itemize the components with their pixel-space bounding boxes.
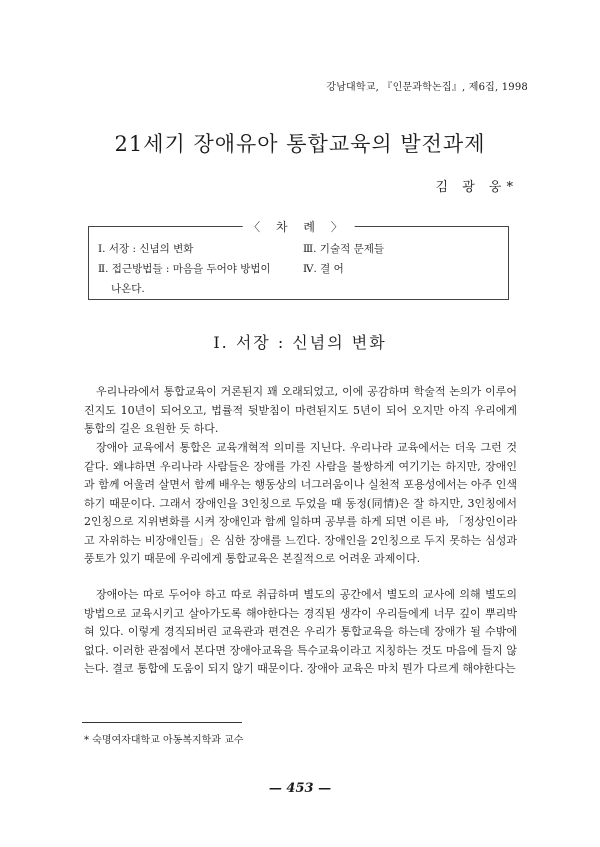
toc-header: 〈 차 례 〉	[242, 218, 355, 235]
page-number: — 453 —	[268, 781, 332, 796]
body-paragraph: 장애아 교육에서 통합은 교육개혁적 의미를 지닌다. 우리나라 교육에서는 더욱 그런 것 같다. 왜냐하면 우리나라 사람들은 장애를 가진 사람을 불쌍하게 여기기는 하지만, 장애인과 함께 어울려 살면서 함께 배우는 행동상의 너그러움이나 실천적 포용성에서는 아주 인색하기 때문이다. 그래서 장애인을 3인칭으로 두었을 때 동정(同情)은 잘 하지만, 3인칭에서 2인칭으로 지위변화를 시켜 장애인과 함께 일하며 공부를 하게 되면 이른 바, 「정상인이라고 자위하는 비장애인들」은 심한 장애를 느낀다. 장애인을 2인칭으로 두지 못하는 심성과 풍토가 있기 때문에 우리에게 통합교육은 본질적으로 어려운 과제이다.	[84, 441, 517, 565]
author-name: 김 광 웅*	[435, 180, 518, 195]
toc-item: Ⅳ. 결 어	[303, 263, 344, 275]
body-paragraph: 우리나라에서 통합교육이 거론된지 꽤 오래되었고, 이에 공감하며 학술적 논의가 이루어진지도 10년이 되어오고, 법률적 뒷받침이 마련된지도 5년이 되어 오지만 아직 우리에게 통합의 길은 요원한 듯 하다.	[84, 385, 517, 435]
footnote: * 숙명여자대학교 아동복지학과 교수	[84, 735, 244, 746]
section-heading: Ⅰ. 서장 : 신념의 변화	[213, 333, 387, 352]
table-of-contents	[88, 220, 509, 300]
toc-item-continuation: 나온다.	[111, 283, 145, 295]
toc-item: Ⅱ. 접근방법들 : 마음을 두어야 방법이	[98, 263, 271, 275]
toc-item: Ⅰ. 서장 : 신념의 변화	[98, 243, 194, 255]
footnote-divider	[82, 722, 242, 723]
body-paragraph: 장애아는 따로 두어야 하고 따로 취급하며 별도의 공간에서 별도의 교사에 의해 별도의 방법으로 교육시키고 살아가도록 해야한다는 경직된 생각이 우리들에게 너무 깊이 뿌리박혀 있다. 이렇게 경직되버린 교육관과 편견은 우리가 통합교육을 하는데 장애가 될 수밖에 없다. 이러한 관점에서 본다면 장애아교육을 특수교육이라고 지칭하는 것도 마음에 들지 않는다. 결코 통합에 도움이 되지 않기 때문이다. 장애아 교육은 마치 뭔가 다르게 해야한다는	[84, 588, 517, 675]
paper-title: 21세기 장애유아 통합교육의 발전과제	[114, 132, 486, 156]
toc-item: Ⅲ. 기술적 문제들	[303, 243, 384, 255]
journal-citation: 강남대학교, 『인문과학논집』, 제6집, 1998	[326, 82, 528, 93]
